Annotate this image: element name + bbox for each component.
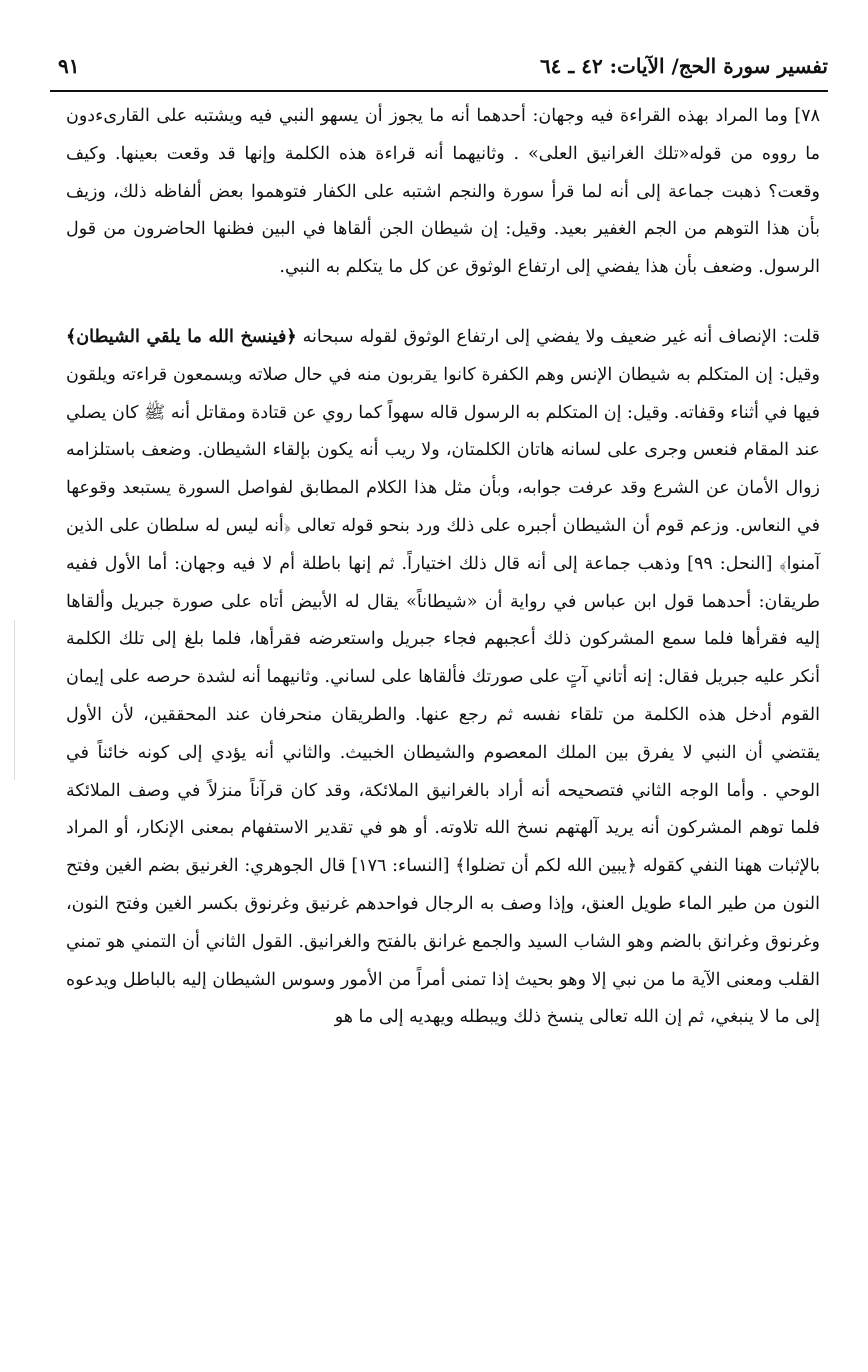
text-segment: [النحل: ٩٩] وذهب جماعة إلى أنه قال ذلك اختياراً. ثم إنها باطلة أم لا فيه وجهان: أما الأول ففيه طريقان: أحدهما قول ابن عباس في رواية أن «شيطاناً» يقال له الأبيض أتاه على صورة جبريل وألقاها إليه فقرأها فلما سمع المشركون ذلك أعجبهم فجاء جبريل واستعرضه فقرأها، فلما بلغ إلى تلك الكلمة أنكر عليه جبريل فقال: إنه أتاني آتٍ على صورتك فألقاها على لساني. وثانيهما أنه لشدة حرصه على إيمان القوم أدخل هذه الكلمة من تلقاء نفسه ثم رجع عنها. والطريقان منحرفان عند المحققين، لأن الأول يقتضي أن النبي لا يفرق بين الملك المعصوم والشيطان الخبيث. والثاني أنه يؤدي إلى كونه خائناً في الوحي . وأما الوجه الثاني فتصحيحه أنه أراد بالغرانيق الملائكة، وقد كان قرآناً منزلاً في وصف الملائكة فلما توهم المشركون أنه يريد آلهتهم نسخ الله تلاوته. أو هو في تقدير الاستفهام بمعنى الإنكار، أو المراد بالإثبات ههنا النفي كقوله [66,553,821,877]
quran-quote: ﴿أنه ليس له سلطان على الذين آمنوا﴾ [66,515,820,574]
body-text [66,98,820,1037]
running-title: تفسير سورة الحج/ الآيات: ٤٢ ـ ٦٤ [539,54,828,78]
page-header [50,48,828,88]
scan-margin-line [14,620,15,780]
quran-quote: ﴿يبين الله لكم أن تضلوا﴾ [455,856,638,877]
text-segment: ٧٨] وما المراد بهذه القراءة فيه وجهان: أحدهما أنه ما يجوز أن يسهو النبي فيه ويشتبه على القارىءدون ما رووه من قوله«تلك الغرانيق العلى» . وثانيهما أنه قراءة هذه الكلمة وإنها قد وقعت بعينها. وكيف وقعت؟ ذهبت جماعة إلى أنه لما قرأ سورة والنجم اشتبه على الكفار فتوهموا بعض ألفاظه ذلك، وزيف بأن هذا التوهم من الجم الغفير بعيد. وقيل: إن شيطان الجن ألقاها في البين فظنها الحاضرون من قول الرسول. وضعف بأن هذا يفضي إلى ارتفاع الوثوق عن كل ما يتكلم به النبي. [66,106,820,278]
page-number: ٩١ [58,54,80,78]
text-segment: وقيل: إن المتكلم به شيطان الإنس وهم الكفرة كانوا يقربون منه في حال صلاته ويسمعون قراءته ويلقون فيها في أثناء وقفاته. وقيل: إن المتكلم به الرسول قاله سهواً كما روي عن قتادة ومقاتل أنه ﷺ كان يصلي عند المقام فنعس وجرى على لسانه هاتان الكلمتان، ولا ريب أنه يكون بإلقاء الشيطان. وضعف باستلزامه زوال الأمان عن الشرع وقد عرفت جوابه، وبأن مثل هذا الكلام المطابق لفواصل السورة يستبعد وقوعها في النعاس. وزعم قوم أن الشيطان أجبره على ذلك ورد بنحو قوله تعالى [66,364,820,536]
text-segment: قلت: الإنصاف أنه غير ضعيف ولا يفضي إلى ارتفاع الوثوق لقوله سبحانه [296,326,820,347]
quran-quote: ﴿فينسخ الله ما يلقي الشيطان﴾ [66,326,297,347]
text-segment: [النساء: ١٧٦] قال الجوهري: الغرنيق بضم الغين وفتح النون من طير الماء طويل العنق، وإذا وصف به الرجال فواحدهم غرنيق وغرنوق بكسر الغين وفتح النون، وغرنوق وغرانق بالضم وهو الشاب السيد والجمع غرانق بالفتح والغرانيق. القول الثاني أن التمني هو تمني القلب ومعنى الآية ما من نبي إلا وهو بحيث إذا تمنى أمراً من الأمور وسوس الشيطان إليه بالباطل ويدعوه إلى ما لا ينبغي، ثم إن الله تعالى ينسخ ذلك ويبطله ويهديه إلى ما هو [66,856,820,1028]
header-divider [50,90,828,92]
paragraph [66,319,820,1037]
paragraph [66,98,820,287]
